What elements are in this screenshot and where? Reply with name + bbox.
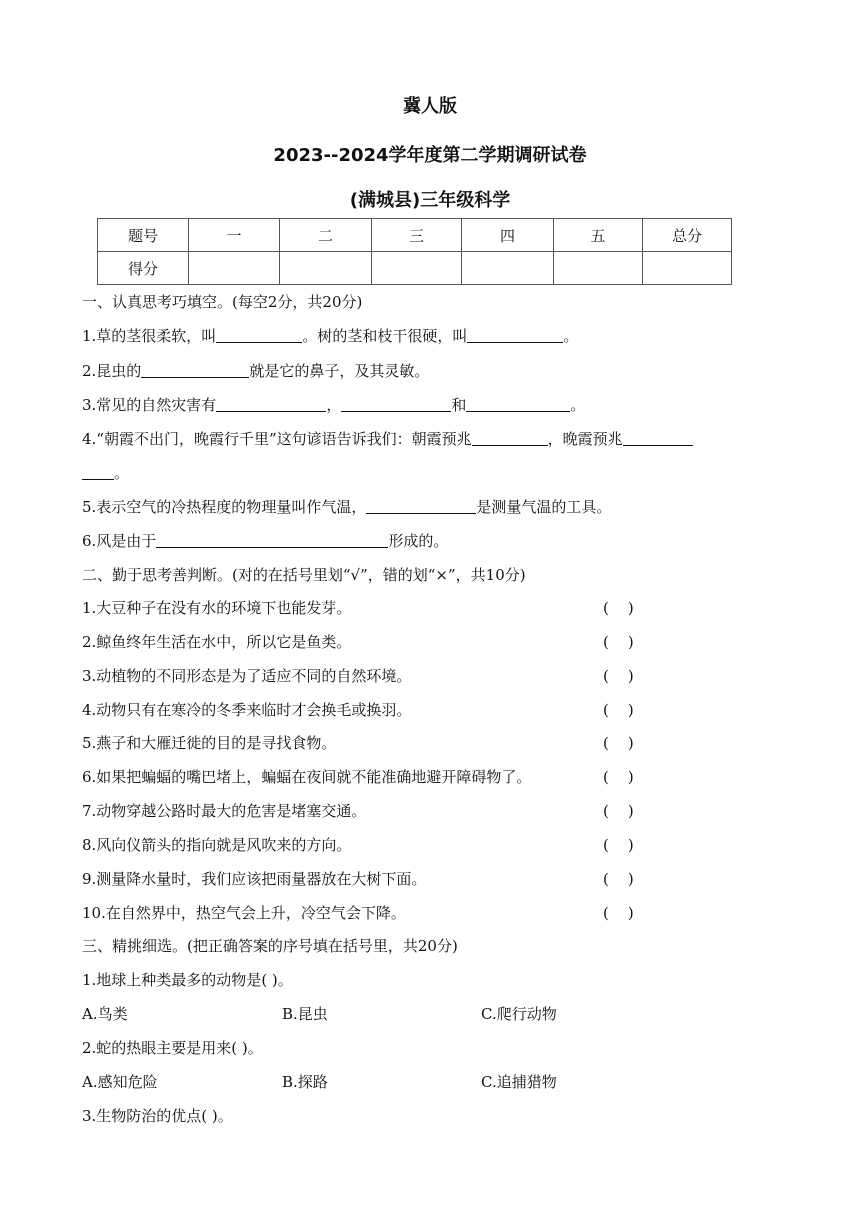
judgment-item: 4.动物只有在寒冷的冬季来临时才会换毛或换羽。 <box>82 701 412 719</box>
score-cell: 三 <box>372 219 462 252</box>
answer-blank[interactable] <box>216 326 302 343</box>
question-1-1 <box>82 326 578 346</box>
answer-blank[interactable] <box>141 361 249 378</box>
question-text: 就是它的鼻子，及其灵敏。 <box>249 362 430 380</box>
answer-blank[interactable] <box>341 395 451 412</box>
answer-blank[interactable] <box>156 531 388 548</box>
question-text: 6.风是由于 <box>82 532 157 550</box>
question-1-4 <box>82 429 693 449</box>
judgment-item: 6.如果把蝙蝠的嘴巴堵上，蝙蝠在夜间就不能准确地避开障碍物了。 <box>82 768 532 786</box>
answer-parentheses[interactable]: ( ) <box>603 599 634 617</box>
judgment-item: 8.风向仪箭头的指向就是风吹来的方向。 <box>82 836 352 854</box>
score-entry-cell[interactable] <box>462 252 554 285</box>
judgment-item: 3.动植物的不同形态是为了适应不同的自然环境。 <box>82 667 412 685</box>
judgment-item: 7.动物穿越公路时最大的危害是堵塞交通。 <box>82 802 367 820</box>
answer-blank[interactable] <box>623 429 693 446</box>
score-table-score-row <box>98 252 732 285</box>
answer-blank[interactable] <box>82 463 114 480</box>
question-1-6 <box>82 531 448 551</box>
answer-parentheses[interactable]: ( ) <box>603 870 634 888</box>
answer-parentheses[interactable]: ( ) <box>603 734 634 752</box>
question-1-5 <box>82 497 611 517</box>
question-text: 形成的。 <box>388 532 449 550</box>
answer-parentheses[interactable]: ( ) <box>603 701 634 719</box>
choice-question-stem: 3.生物防治的优点( )。 <box>82 1107 233 1125</box>
answer-parentheses[interactable]: ( ) <box>603 904 634 922</box>
score-cell: 二 <box>280 219 372 252</box>
judgment-item: 5.燕子和大雁迁徙的目的是寻找食物。 <box>82 734 337 752</box>
judgment-item: 2.鲸鱼终年生活在水中，所以它是鱼类。 <box>82 633 352 651</box>
score-table <box>97 218 732 285</box>
answer-parentheses[interactable]: ( ) <box>603 667 634 685</box>
subject-title: (满城县)三年级科学 <box>349 190 511 211</box>
question-text: 。树的茎和枝干很硬，叫 <box>302 327 468 345</box>
choice-question-stem: 2.蛇的热眼主要是用来( )。 <box>82 1039 263 1057</box>
choice-option[interactable]: C.爬行动物 <box>481 1005 557 1023</box>
score-cell: 题号 <box>98 219 189 252</box>
choice-option[interactable]: C.追捕猎物 <box>481 1073 557 1091</box>
answer-blank[interactable] <box>466 395 570 412</box>
question-text: 。 <box>114 464 130 482</box>
score-table-header-row <box>98 219 732 252</box>
choice-option[interactable]: B.探路 <box>282 1073 328 1091</box>
question-text: 是测量气温的工具。 <box>476 498 612 516</box>
score-entry-cell[interactable] <box>372 252 462 285</box>
question-1-2 <box>82 361 429 381</box>
score-cell: 五 <box>554 219 643 252</box>
section2-heading: 二、勤于思考善判断。(对的在括号里划“√”，错的划“×”，共10分) <box>82 566 526 584</box>
question-text: 1.草的茎很柔软，叫 <box>82 327 217 345</box>
answer-parentheses[interactable]: ( ) <box>603 802 634 820</box>
question-1-4-continued <box>82 463 129 483</box>
judgment-item: 9.测量降水量时，我们应该把雨量器放在大树下面。 <box>82 870 427 888</box>
score-entry-cell[interactable] <box>643 252 732 285</box>
score-entry-cell[interactable] <box>280 252 372 285</box>
score-cell: 一 <box>189 219 280 252</box>
answer-parentheses[interactable]: ( ) <box>603 768 634 786</box>
answer-parentheses[interactable]: ( ) <box>603 836 634 854</box>
choice-option[interactable]: A.鸟类 <box>82 1005 128 1023</box>
section1-heading: 一、认真思考巧填空。(每空2分，共20分) <box>82 293 363 311</box>
answer-blank[interactable] <box>366 497 476 514</box>
question-1-3 <box>82 395 585 415</box>
question-text: ，晚霞预兆 <box>547 430 623 448</box>
choice-option[interactable]: A.感知危险 <box>82 1073 158 1091</box>
exam-term-title: 2023--2024学年度第二学期调研试卷 <box>273 145 587 166</box>
question-text: 。 <box>563 327 579 345</box>
publisher-title: 冀人版 <box>403 96 457 117</box>
answer-parentheses[interactable]: ( ) <box>603 633 634 651</box>
question-text: ， <box>326 396 342 414</box>
answer-blank[interactable] <box>472 429 548 446</box>
score-cell: 四 <box>462 219 554 252</box>
question-text: 4.“朝霞不出门，晚霞行千里”这句谚语告诉我们：朝霞预兆 <box>82 430 472 448</box>
answer-blank[interactable] <box>216 395 326 412</box>
question-text: 。 <box>570 396 586 414</box>
score-cell: 总分 <box>643 219 732 252</box>
choice-question-stem: 1.地球上种类最多的动物是( )。 <box>82 971 293 989</box>
score-entry-cell[interactable] <box>189 252 280 285</box>
score-cell: 得分 <box>98 252 189 285</box>
section3-heading: 三、精挑细选。(把正确答案的序号填在括号里，共20分) <box>82 937 458 955</box>
judgment-item: 1.大豆种子在没有水的环境下也能发芽。 <box>82 599 352 617</box>
answer-blank[interactable] <box>467 326 563 343</box>
question-text: 2.昆虫的 <box>82 362 142 380</box>
choice-option[interactable]: B.昆虫 <box>282 1005 328 1023</box>
question-text: 5.表示空气的冷热程度的物理量叫作气温， <box>82 498 367 516</box>
score-entry-cell[interactable] <box>554 252 643 285</box>
judgment-item: 10.在自然界中，热空气会上升，冷空气会下降。 <box>82 904 406 922</box>
question-text: 和 <box>451 396 467 414</box>
question-text: 3.常见的自然灾害有 <box>82 396 217 414</box>
